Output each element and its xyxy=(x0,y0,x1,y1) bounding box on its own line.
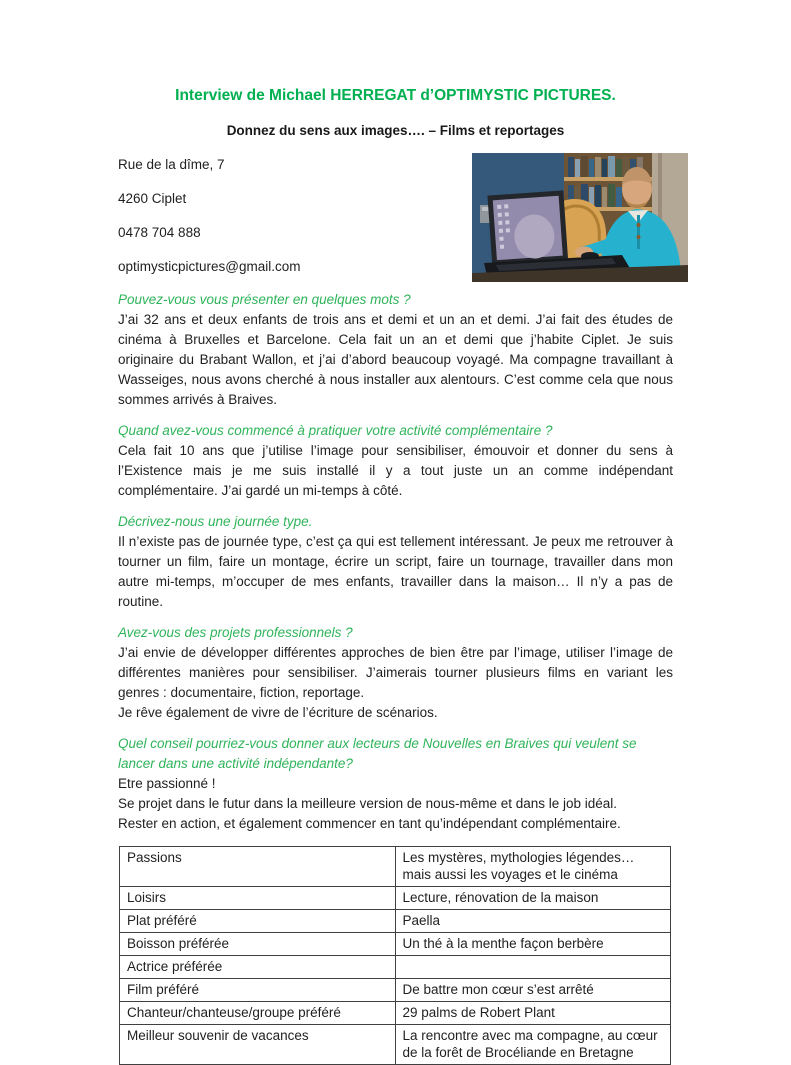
qa-section xyxy=(118,290,673,410)
table-row xyxy=(120,847,671,887)
answer-paragraph: Cela fait 10 ans que j’utilise l’image pour sensibiliser, émouvoir et donner du sens à l’Existence mais je me suis installé il y a tout juste un an comme indépendant complémentaire. J’ai gardé un mi-temps à côté. xyxy=(118,443,673,498)
row-value: 29 palms de Robert Plant xyxy=(395,1002,671,1025)
row-value xyxy=(395,956,671,979)
answer-paragraph: Se projet dans le futur dans la meilleure version de nous-même et dans le job idéal. xyxy=(118,796,618,811)
answer-paragraph: Il n’existe pas de journée type, c’est ça qui est tellement intéressant. Je peux me retrouver à tourner un film, faire un montage, écrire un script, faire un tournage, travailler dans mon autre mi-temps, m’occuper de mes enfants, travailler dans la maison… Il n’y a pas de routine. xyxy=(118,534,673,609)
interview-body xyxy=(118,290,673,834)
row-label: Plat préféré xyxy=(120,910,396,933)
row-value: De battre mon cœur s’est arrêté xyxy=(395,979,671,1002)
row-value: Paella xyxy=(395,910,671,933)
table-row xyxy=(120,933,671,956)
row-value: Les mystères, mythologies légendes… mais aussi les voyages et le cinéma xyxy=(395,847,671,887)
row-value: Un thé à la menthe façon berbère xyxy=(395,933,671,956)
qa-section xyxy=(118,734,673,834)
answer-paragraph: Rester en action, et également commencer en tant qu’indépendant complémentaire. xyxy=(118,816,621,831)
table-row xyxy=(120,887,671,910)
row-value: Lecture, rénovation de la maison xyxy=(395,887,671,910)
row-label: Loisirs xyxy=(120,887,396,910)
answer-paragraph: Etre passionné ! xyxy=(118,776,216,791)
answer-paragraph: J’ai 32 ans et deux enfants de trois ans et demi et un an et demi. J’ai fait des études de cinéma à Bruxelles et Barcelone. Cela fait un an et demi que j’habite Ciplet. Je suis originaire du Brabant Wallon, et j’ai d’abord beaucoup voyagé. Ma compagne travaillant à Wasseiges, nous avons cherché à nous installer aux alentours. C’est comme cela que nous sommes arrivés à Braives. xyxy=(118,312,673,407)
row-label: Actrice préférée xyxy=(120,956,396,979)
page-subtitle: Donnez du sens aux images…. – Films et reportages xyxy=(226,123,565,138)
page-title: Interview de Michael HERREGAT d’OPTIMYSTIC PICTURES. xyxy=(175,87,616,104)
table-row xyxy=(120,1002,671,1025)
contact-email: optimysticpictures@gmail.com xyxy=(118,259,301,274)
contact-block xyxy=(118,156,458,275)
question-text: Décrivez-nous une journée type. xyxy=(118,514,313,529)
profile-table xyxy=(119,846,671,1065)
qa-section xyxy=(118,512,673,612)
qa-section xyxy=(118,421,673,501)
answer-paragraph: J’ai envie de développer différentes approches de bien être par l’image, utiliser l’image de différentes manières pour sensibiliser. J’aimerais tourner plusieurs films en variant les genres : documentaire, fiction, reportage. xyxy=(118,645,673,700)
row-label: Film préféré xyxy=(120,979,396,1002)
answer-paragraph: Je rêve également de vivre de l’écriture de scénarios. xyxy=(118,705,438,720)
question-text: Quel conseil pourriez-vous donner aux lecteurs de Nouvelles en Braives qui veulent se lancer dans une activité indépendante? xyxy=(118,736,637,771)
table-row xyxy=(120,1025,671,1065)
table-row xyxy=(120,956,671,979)
row-label: Passions xyxy=(120,847,396,887)
qa-section xyxy=(118,623,673,723)
row-label: Chanteur/chanteuse/groupe préféré xyxy=(120,1002,396,1025)
table-row xyxy=(120,979,671,1002)
question-text: Quand avez-vous commencé à pratiquer votre activité complémentaire ? xyxy=(118,423,553,438)
table-row xyxy=(120,910,671,933)
contact-phone: 0478 704 888 xyxy=(118,225,201,240)
row-value: La rencontre avec ma compagne, au cœur de la forêt de Brocéliande en Bretagne xyxy=(395,1025,671,1065)
row-label: Meilleur souvenir de vacances xyxy=(120,1025,396,1065)
question-text: Pouvez-vous vous présenter en quelques mots ? xyxy=(118,292,411,307)
contact-street: Rue de la dîme, 7 xyxy=(118,157,225,172)
question-text: Avez-vous des projets professionnels ? xyxy=(118,625,353,640)
row-label: Boisson préférée xyxy=(120,933,396,956)
contact-city: 4260 Ciplet xyxy=(118,191,187,206)
